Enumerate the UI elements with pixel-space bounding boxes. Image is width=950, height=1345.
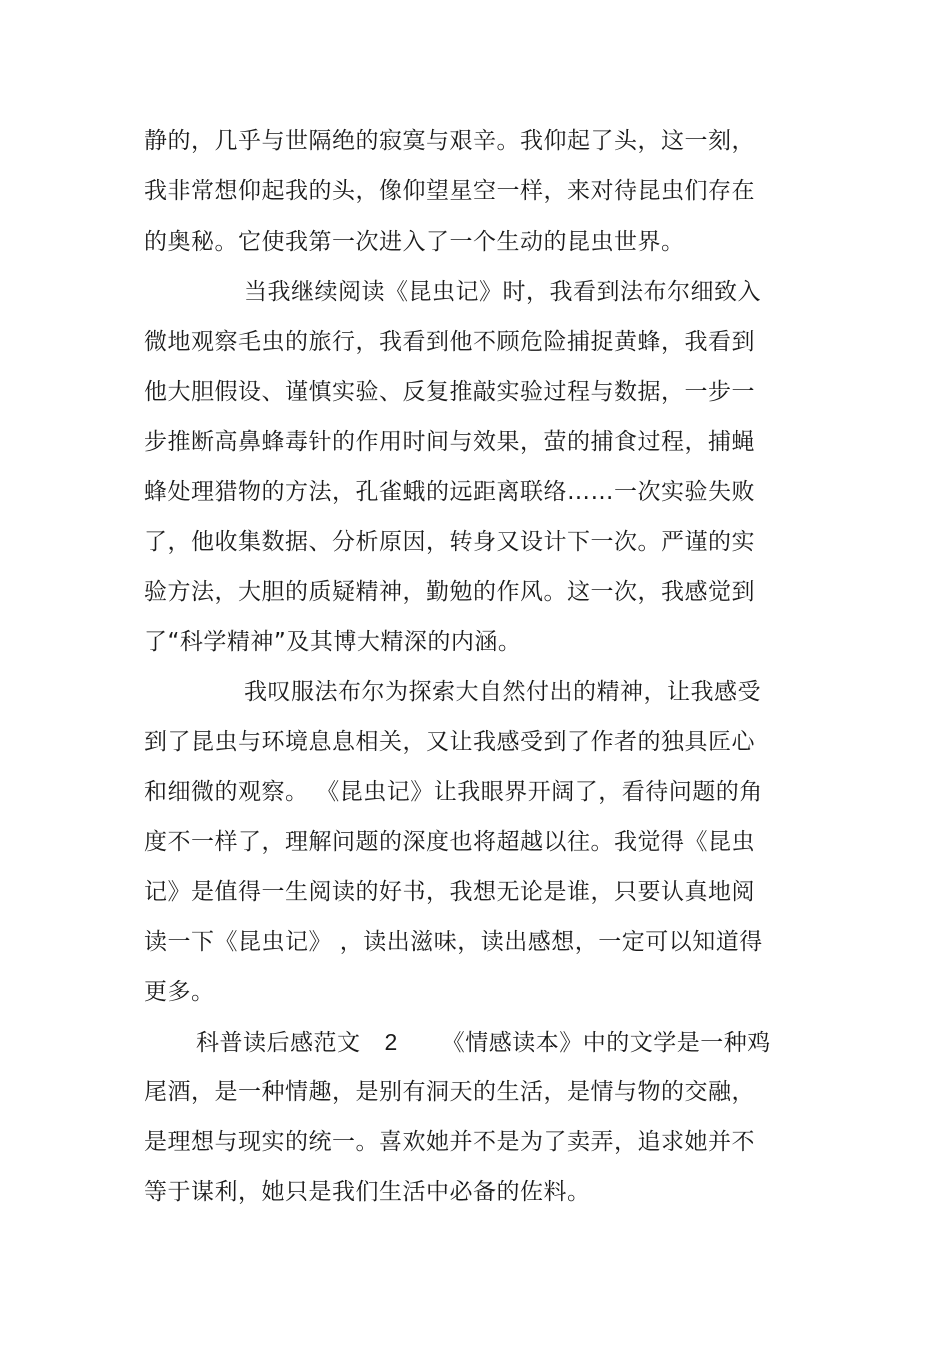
paragraph-2-line-4: 步推断高鼻蜂毒针的作用时间与效果，萤的捕食过程，捕蝇 <box>144 429 755 455</box>
paragraph-1-line-2: 我非常想仰起我的头，像仰望星空一样，来对待昆虫们存在 <box>144 178 755 204</box>
paragraph-3-line-5: 记》是值得一生阅读的好书，我想无论是谁，只要认真地阅 <box>144 879 755 905</box>
section-2-line-3: 等于谋利，她只是我们生活中必备的佐料。 <box>144 1179 591 1205</box>
paragraph-1-line-3: 的奥秘。它使我第一次进入了一个生动的昆虫世界。 <box>144 229 685 255</box>
paragraph-3-line-6: 读一下《昆虫记》 ，读出滋味，读出感想，一定可以知道得 <box>144 929 763 955</box>
paragraph-3-line-3: 和细微的观察。 《昆虫记》让我眼界开阔了，看待问题的角 <box>144 779 763 805</box>
section-2-line-2: 是理想与现实的统一。喜欢她并不是为了卖弄，追求她并不 <box>144 1129 755 1155</box>
paragraph-1-line-1: 静的，几乎与世隔绝的寂寞与艰辛。我仰起了头，这一刻， <box>144 128 755 154</box>
paragraph-3-line-2: 到了昆虫与环境息息相关，又让我感受到了作者的独具匠心 <box>144 729 755 755</box>
section-2-heading-line <box>196 1027 771 1058</box>
paragraph-2-line-7: 验方法，大胆的质疑精神，勤勉的作风。这一次，我感觉到 <box>144 579 755 605</box>
paragraph-3-line-7: 更多。 <box>144 979 215 1005</box>
section-2-heading-rest: 《情感读本》中的文学是一种鸡 <box>441 1030 771 1056</box>
paragraph-2-line-1: 当我继续阅读《昆虫记》时，我看到法布尔细致入 <box>244 279 761 305</box>
paragraph-2-line-2: 微地观察毛虫的旅行，我看到他不顾危险捕捉黄蜂，我看到 <box>144 329 755 355</box>
paragraph-2-line-3: 他大胆假设、谨慎实验、反复推敲实验过程与数据，一步一 <box>144 379 755 405</box>
paragraph-3-line-1: 我叹服法布尔为探索大自然付出的精神，让我感受 <box>244 679 761 705</box>
paragraph-3-line-4: 度不一样了，理解问题的深度也将超越以往。我觉得《昆虫 <box>144 829 755 855</box>
section-2-line-1: 尾酒，是一种情趣，是别有洞天的生活，是情与物的交融， <box>144 1079 755 1105</box>
paragraph-2-line-5: 蜂处理猎物的方法，孔雀蛾的远距离联络……一次实验失败 <box>144 479 755 505</box>
paragraph-2-line-6: 了，他收集数据、分析原因，转身又设计下一次。严谨的实 <box>144 529 755 555</box>
section-2-heading-number: 2 <box>384 1029 398 1055</box>
paragraph-2-line-8: 了“科学精神”及其博大精深的内涵。 <box>144 629 522 655</box>
section-2-heading-prefix: 科普读后感范文 <box>196 1030 361 1056</box>
